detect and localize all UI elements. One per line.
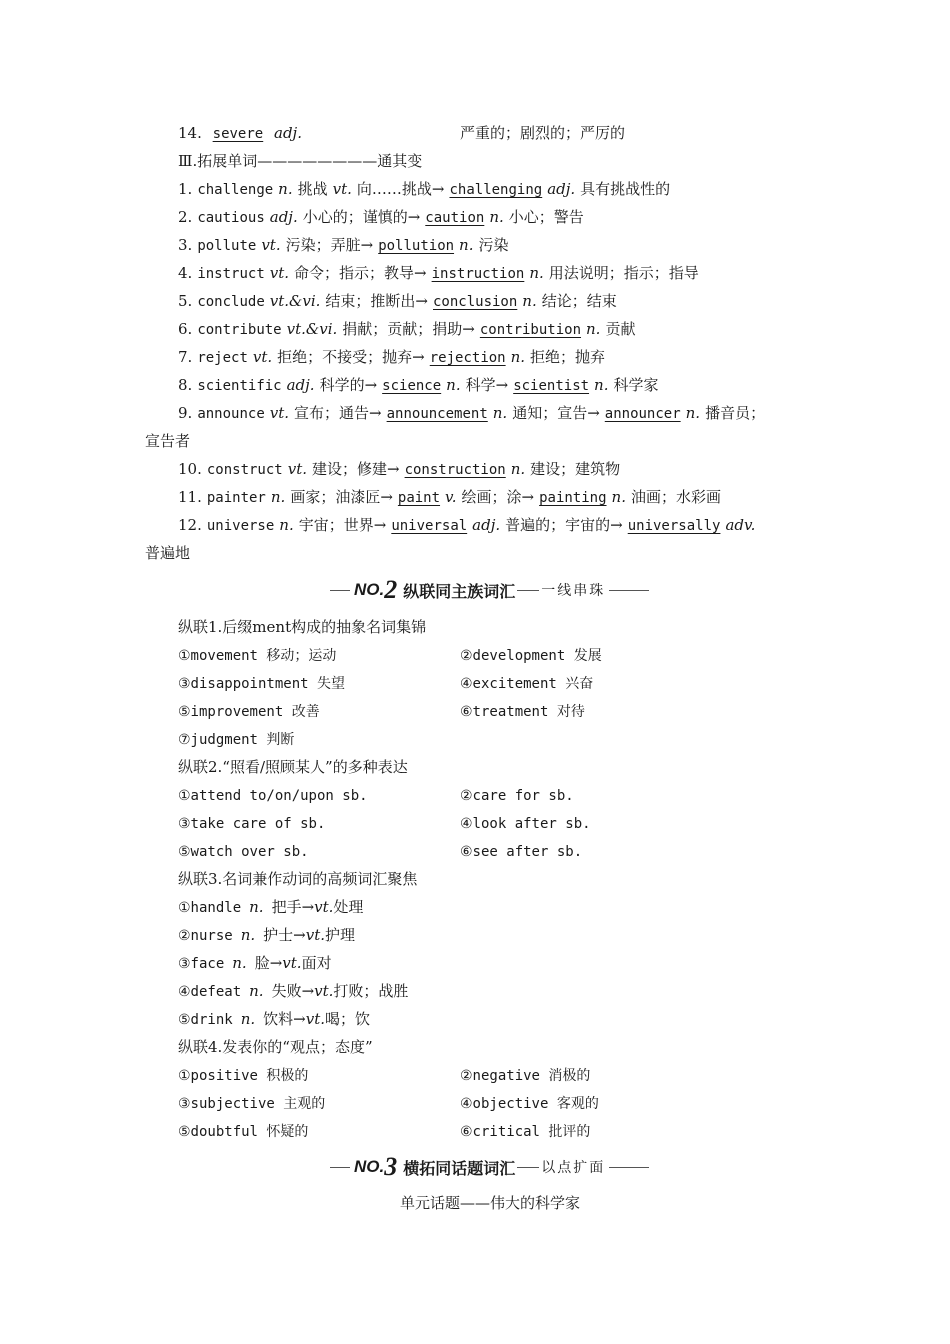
derived-word: universal — [391, 518, 468, 534]
expand-word-item: 10. construct vt. 建设；修建→ construction n. 建设；建筑物 — [178, 460, 621, 478]
care-expression-item: ③take care of sb. — [178, 816, 326, 832]
expand-word-item: 11. painter n. 画家；油漆匠→ paint v. 绘画；涂→ painting n. 油画；水彩画 — [178, 488, 721, 506]
derived-word: paint — [397, 490, 441, 506]
ment-noun-item: ⑦judgment 判断 — [178, 732, 295, 748]
derived-word: caution — [425, 210, 485, 226]
expand-word-item: 2. cautious adj. 小心的；谨慎的→ caution n. 小心；警告 — [178, 208, 584, 226]
noun-verb-item: ⑤drink n. 饮料→vt.喝；饮 — [178, 1010, 371, 1028]
opinion-word-item: ①positive 积极的 — [178, 1068, 309, 1084]
opinion-word-item: ⑥critical 批评的 — [460, 1124, 591, 1140]
expand-word-item: 7. reject vt. 拒绝；不接受；抛弃→ rejection n. 拒绝；抛弃 — [178, 348, 606, 366]
vocab-word: severe — [212, 126, 264, 142]
noun-verb-item: ④defeat n. 失败→vt.打败；战胜 — [178, 982, 409, 1000]
expand-word-item-continued: 普遍地 — [145, 544, 191, 562]
section-banner-3: NO. 3 横拓同话题词汇 以点扩面 — [330, 1152, 649, 1182]
noun-verb-item: ②nurse n. 护士→vt.护理 — [178, 926, 356, 944]
care-expression-item: ④look after sb. — [460, 816, 591, 832]
ment-noun-item: ④excitement 兴奋 — [460, 676, 594, 692]
group-heading-ment: 纵联1.后缀ment构成的抽象名词集锦 — [178, 618, 427, 636]
section-heading-expand: Ⅲ.拓展单词————————通其变 — [178, 152, 423, 170]
noun-verb-item: ③face n. 脸→vt.面对 — [178, 954, 332, 972]
derived-word: instruction — [431, 266, 525, 282]
group-heading-care-for: 纵联2.“照看/照顾某人”的多种表达 — [178, 758, 408, 776]
expand-word-item: 5. conclude vt.&vi. 结束；推断出→ conclusion n. 结论；结束 — [178, 292, 617, 310]
group-heading-opinion: 纵联4.发表你的“观点；态度” — [178, 1038, 373, 1056]
derived-word: challenging — [449, 182, 543, 198]
care-expression-item: ②care for sb. — [460, 788, 574, 804]
vocab-item-14-meaning: 严重的；剧烈的；严厉的 — [460, 124, 626, 142]
base-word: universe — [206, 518, 275, 534]
derived-word: announcer — [604, 406, 681, 422]
base-word: contribute — [197, 322, 282, 338]
base-word: cautious — [197, 210, 265, 226]
expand-word-item: 12. universe n. 宇宙；世界→ universal adj. 普遍的；宇宙的→ universally adv. — [178, 516, 756, 534]
derived-word: conclusion — [433, 294, 518, 310]
opinion-word-item: ③subjective 主观的 — [178, 1096, 326, 1112]
derived-word: painting — [539, 490, 607, 506]
derived-word: science — [382, 378, 442, 394]
derived-word: contribution — [479, 322, 582, 338]
expand-word-item: 4. instruct vt. 命令；指示；教导→ instruction n. 用法说明；指示；指导 — [178, 264, 699, 282]
derived-word: announcement — [386, 406, 488, 422]
base-word: pollute — [197, 238, 257, 254]
base-word: conclude — [197, 294, 265, 310]
expand-word-item: 6. contribute vt.&vi. 捐献；贡献；捐助→ contribution n. 贡献 — [178, 320, 636, 338]
derived-word: construction — [404, 462, 506, 478]
opinion-word-item: ②negative 消极的 — [460, 1068, 591, 1084]
base-word: instruct — [197, 266, 265, 282]
expand-word-item: 9. announce vt. 宣布；通告→ announcement n. 通知；宣告→ announcer n. 播音员； — [178, 404, 766, 422]
base-word: announce — [197, 406, 265, 422]
ment-noun-item: ①movement 移动；运动 — [178, 648, 337, 664]
expand-word-item: 1. challenge n. 挑战 vt. 向……挑战→ challenging adj. 具有挑战性的 — [178, 180, 671, 198]
section-banner-2: NO. 2 纵联同主族词汇 一线串珠 — [330, 575, 649, 605]
derived-word: universally — [627, 518, 721, 534]
expand-word-item: 3. pollute vt. 污染；弄脏→ pollution n. 污染 — [178, 236, 509, 254]
derived-word: rejection — [429, 350, 506, 366]
care-expression-item: ⑥see after sb. — [460, 844, 583, 860]
opinion-word-item: ⑤doubtful 怀疑的 — [178, 1124, 309, 1140]
ment-noun-item: ⑥treatment 对待 — [460, 704, 585, 720]
derived-word: scientist — [513, 378, 590, 394]
unit-topic-title: 单元话题——伟大的科学家 — [399, 1194, 580, 1212]
derived-word: pollution — [378, 238, 455, 254]
base-word: challenge — [197, 182, 274, 198]
care-expression-item: ⑤watch over sb. — [178, 844, 309, 860]
expand-word-item-continued: 宣告者 — [145, 432, 191, 450]
base-word: construct — [206, 462, 283, 478]
base-word: painter — [206, 490, 266, 506]
base-word: reject — [197, 350, 248, 366]
base-word: scientific — [197, 378, 282, 394]
ment-noun-item: ②development 发展 — [460, 648, 602, 664]
opinion-word-item: ④objective 客观的 — [460, 1096, 599, 1112]
ment-noun-item: ⑤improvement 改善 — [178, 704, 320, 720]
ment-noun-item: ③disappointment 失望 — [178, 676, 345, 692]
vocab-item-14: 14. severe adj. — [178, 124, 302, 142]
care-expression-item: ①attend to/on/upon sb. — [178, 788, 368, 804]
group-heading-noun-verb: 纵联3.名词兼作动词的高频词汇聚焦 — [178, 870, 418, 888]
noun-verb-item: ①handle n. 把手→vt.处理 — [178, 898, 364, 916]
expand-word-item: 8. scientific adj. 科学的→ science n. 科学→ scientist n. 科学家 — [178, 376, 659, 394]
